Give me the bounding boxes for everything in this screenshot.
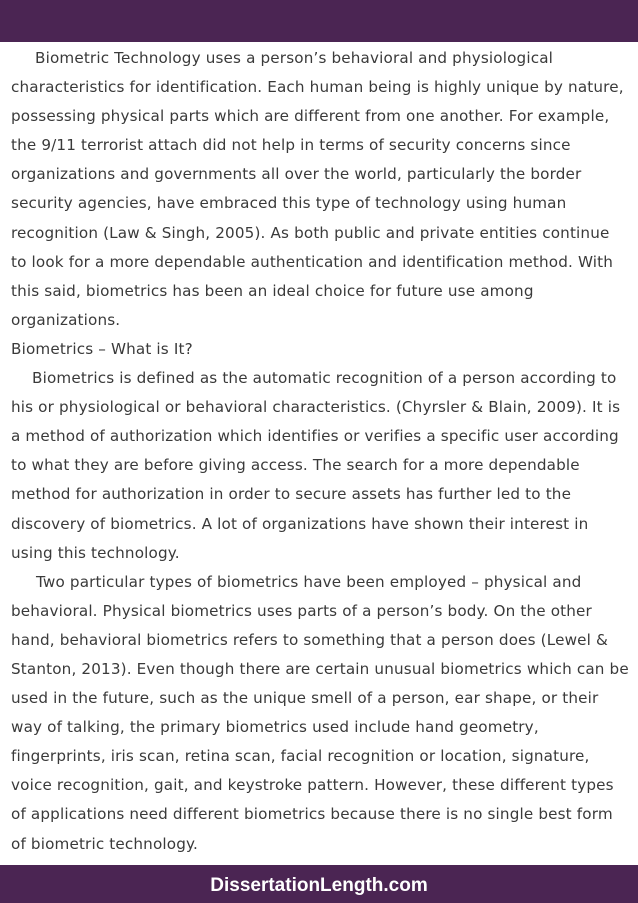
paragraph-intro-text: Biometric Technology uses a person’s behavioral and physiological characteristics for identification. Each human being is highly unique by nature, possessing physical parts which are different from one another. For example, the 9/11 terrorist attach did not help in terms of security concerns since organizations and governments all over the world, particularly the border security agencies, have embraced this type of technology using human recognition (Law & Singh, 2005). As both public and private entities continue to look for a more dependable authentication and identification method. With this said, biometrics has been an ideal choice for future use among organizations.: [11, 49, 624, 329]
paragraph-definition-text: Biometrics is defined as the automatic recognition of a person according to his or physiological or behavioral characteristics. (Chyrsler & Blain, 2009). It is a method of authorization which identifies or verifies a specific user according to what they are before giving access. The search for a more dependable method for authorization in order to secure assets has further led to the discovery of biometrics. A lot of organizations have shown their interest in using this technology.: [11, 369, 621, 562]
section-heading: [11, 335, 629, 364]
paragraph-types-text: Two particular types of biometrics have been employed – physical and behavioral. Physical biometrics uses parts of a person’s body. On the other hand, behavioral biometrics refers to something that a person does (Lewel & Stanton, 2013). Even though there are certain unusual biometrics which can be used in the future, such as the unique smell of a person, ear shape, or their way of talking, the primary biometrics used include hand geometry, fingerprints, iris scan, retina scan, facial recognition or location, signature, voice recognition, gait, and keystroke pattern. However, these different types of applications need different biometrics because there is no single best form of biometric technology.: [11, 572, 629, 853]
paragraph-intro: [11, 44, 629, 335]
paragraph-definition: [11, 364, 629, 568]
footer-bar: [0, 865, 638, 903]
footer-brand: DissertationLength.com: [210, 875, 428, 896]
document-body: [11, 44, 629, 859]
header-bar: [0, 0, 638, 42]
section-heading-text: Biometrics – What is It?: [11, 339, 193, 358]
paragraph-types: [11, 568, 629, 859]
